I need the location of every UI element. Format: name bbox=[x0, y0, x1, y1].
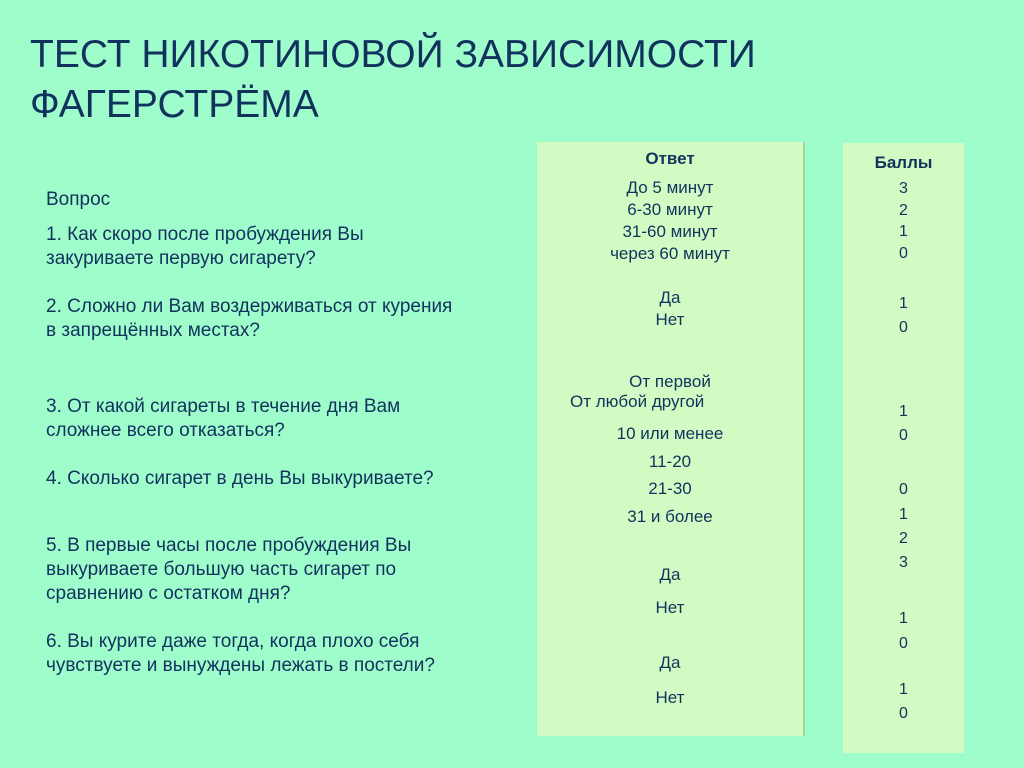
score-q6-1: 1 bbox=[899, 681, 908, 698]
answer-q2-2: Нет bbox=[655, 310, 685, 329]
score-header: Баллы bbox=[874, 153, 933, 172]
title-line-2: ФАГЕРСТРЁМА bbox=[30, 83, 319, 126]
answer-q4-2: 11-20 bbox=[648, 452, 692, 471]
answer-q3-1: От первой bbox=[629, 372, 711, 391]
question-5-line-2: выкуриваете большую часть сигарет по bbox=[46, 559, 397, 580]
score-q4-1: 0 bbox=[899, 481, 908, 498]
answer-q1-4: через 60 минут bbox=[610, 244, 730, 263]
answer-q1-2: 6-30 минут bbox=[627, 200, 713, 219]
answer-q5-2: Нет bbox=[655, 598, 685, 617]
question-1-line-1: 1. Как скоро после пробуждения Вы bbox=[46, 224, 364, 245]
answer-q1-1: До 5 минут bbox=[626, 178, 714, 197]
score-q5-2: 0 bbox=[899, 635, 908, 652]
score-q5-1: 1 bbox=[899, 610, 908, 627]
question-3-line-2: сложнее всего отказаться? bbox=[46, 420, 285, 441]
page-title bbox=[30, 30, 1010, 130]
score-q4-4: 3 bbox=[899, 554, 908, 571]
question-4-line-1: 4. Сколько сигарет в день Вы выкуриваете? bbox=[46, 468, 434, 489]
answer-q1-3: 31-60 минут bbox=[622, 222, 718, 241]
question-5-line-1: 5. В первые часы после пробуждения Вы bbox=[46, 535, 412, 556]
answer-q4-4: 31 и более bbox=[627, 507, 713, 526]
question-header: Вопрос bbox=[46, 189, 111, 210]
score-q4-3: 2 bbox=[899, 530, 908, 547]
score-q4-2: 1 bbox=[899, 506, 908, 523]
answer-q5-1: Да bbox=[659, 565, 681, 584]
answer-q2-1: Да bbox=[659, 288, 681, 307]
score-q1-2: 2 bbox=[899, 202, 908, 219]
answer-q4-3: 21-30 bbox=[648, 479, 692, 498]
score-q6-2: 0 bbox=[899, 705, 908, 722]
question-5-line-3: сравнению с остатком дня? bbox=[46, 583, 291, 604]
score-q1-1: 3 bbox=[899, 180, 908, 197]
question-1-line-2: закуриваете первую сигарету? bbox=[46, 248, 316, 269]
question-6-line-1: 6. Вы курите даже тогда, когда плохо себя bbox=[46, 631, 420, 652]
score-q2-2: 0 bbox=[899, 319, 908, 336]
score-q2-1: 1 bbox=[899, 295, 908, 312]
answer-q4-1: 10 или менее bbox=[616, 424, 724, 443]
answer-q3-2: От любой другой bbox=[570, 392, 705, 411]
answer-q6-2: Нет bbox=[655, 688, 685, 707]
question-3-line-1: 3. От какой сигареты в течение дня Вам bbox=[46, 396, 401, 417]
score-q3-1: 1 bbox=[899, 403, 908, 420]
score-q1-3: 1 bbox=[899, 223, 908, 240]
score-q3-2: 0 bbox=[899, 427, 908, 444]
score-q1-4: 0 bbox=[899, 245, 908, 262]
question-2-line-2: в запрещённых местах? bbox=[46, 320, 260, 341]
title-line-1: ТЕСТ НИКОТИНОВОЙ ЗАВИСИМОСТИ bbox=[30, 33, 756, 76]
answer-q6-1: Да bbox=[659, 653, 681, 672]
question-6-line-2: чувствуете и вынуждены лежать в постели? bbox=[46, 655, 435, 676]
answer-header: Ответ bbox=[645, 149, 695, 168]
question-2-line-1: 2. Сложно ли Вам воздерживаться от курения bbox=[46, 296, 453, 317]
